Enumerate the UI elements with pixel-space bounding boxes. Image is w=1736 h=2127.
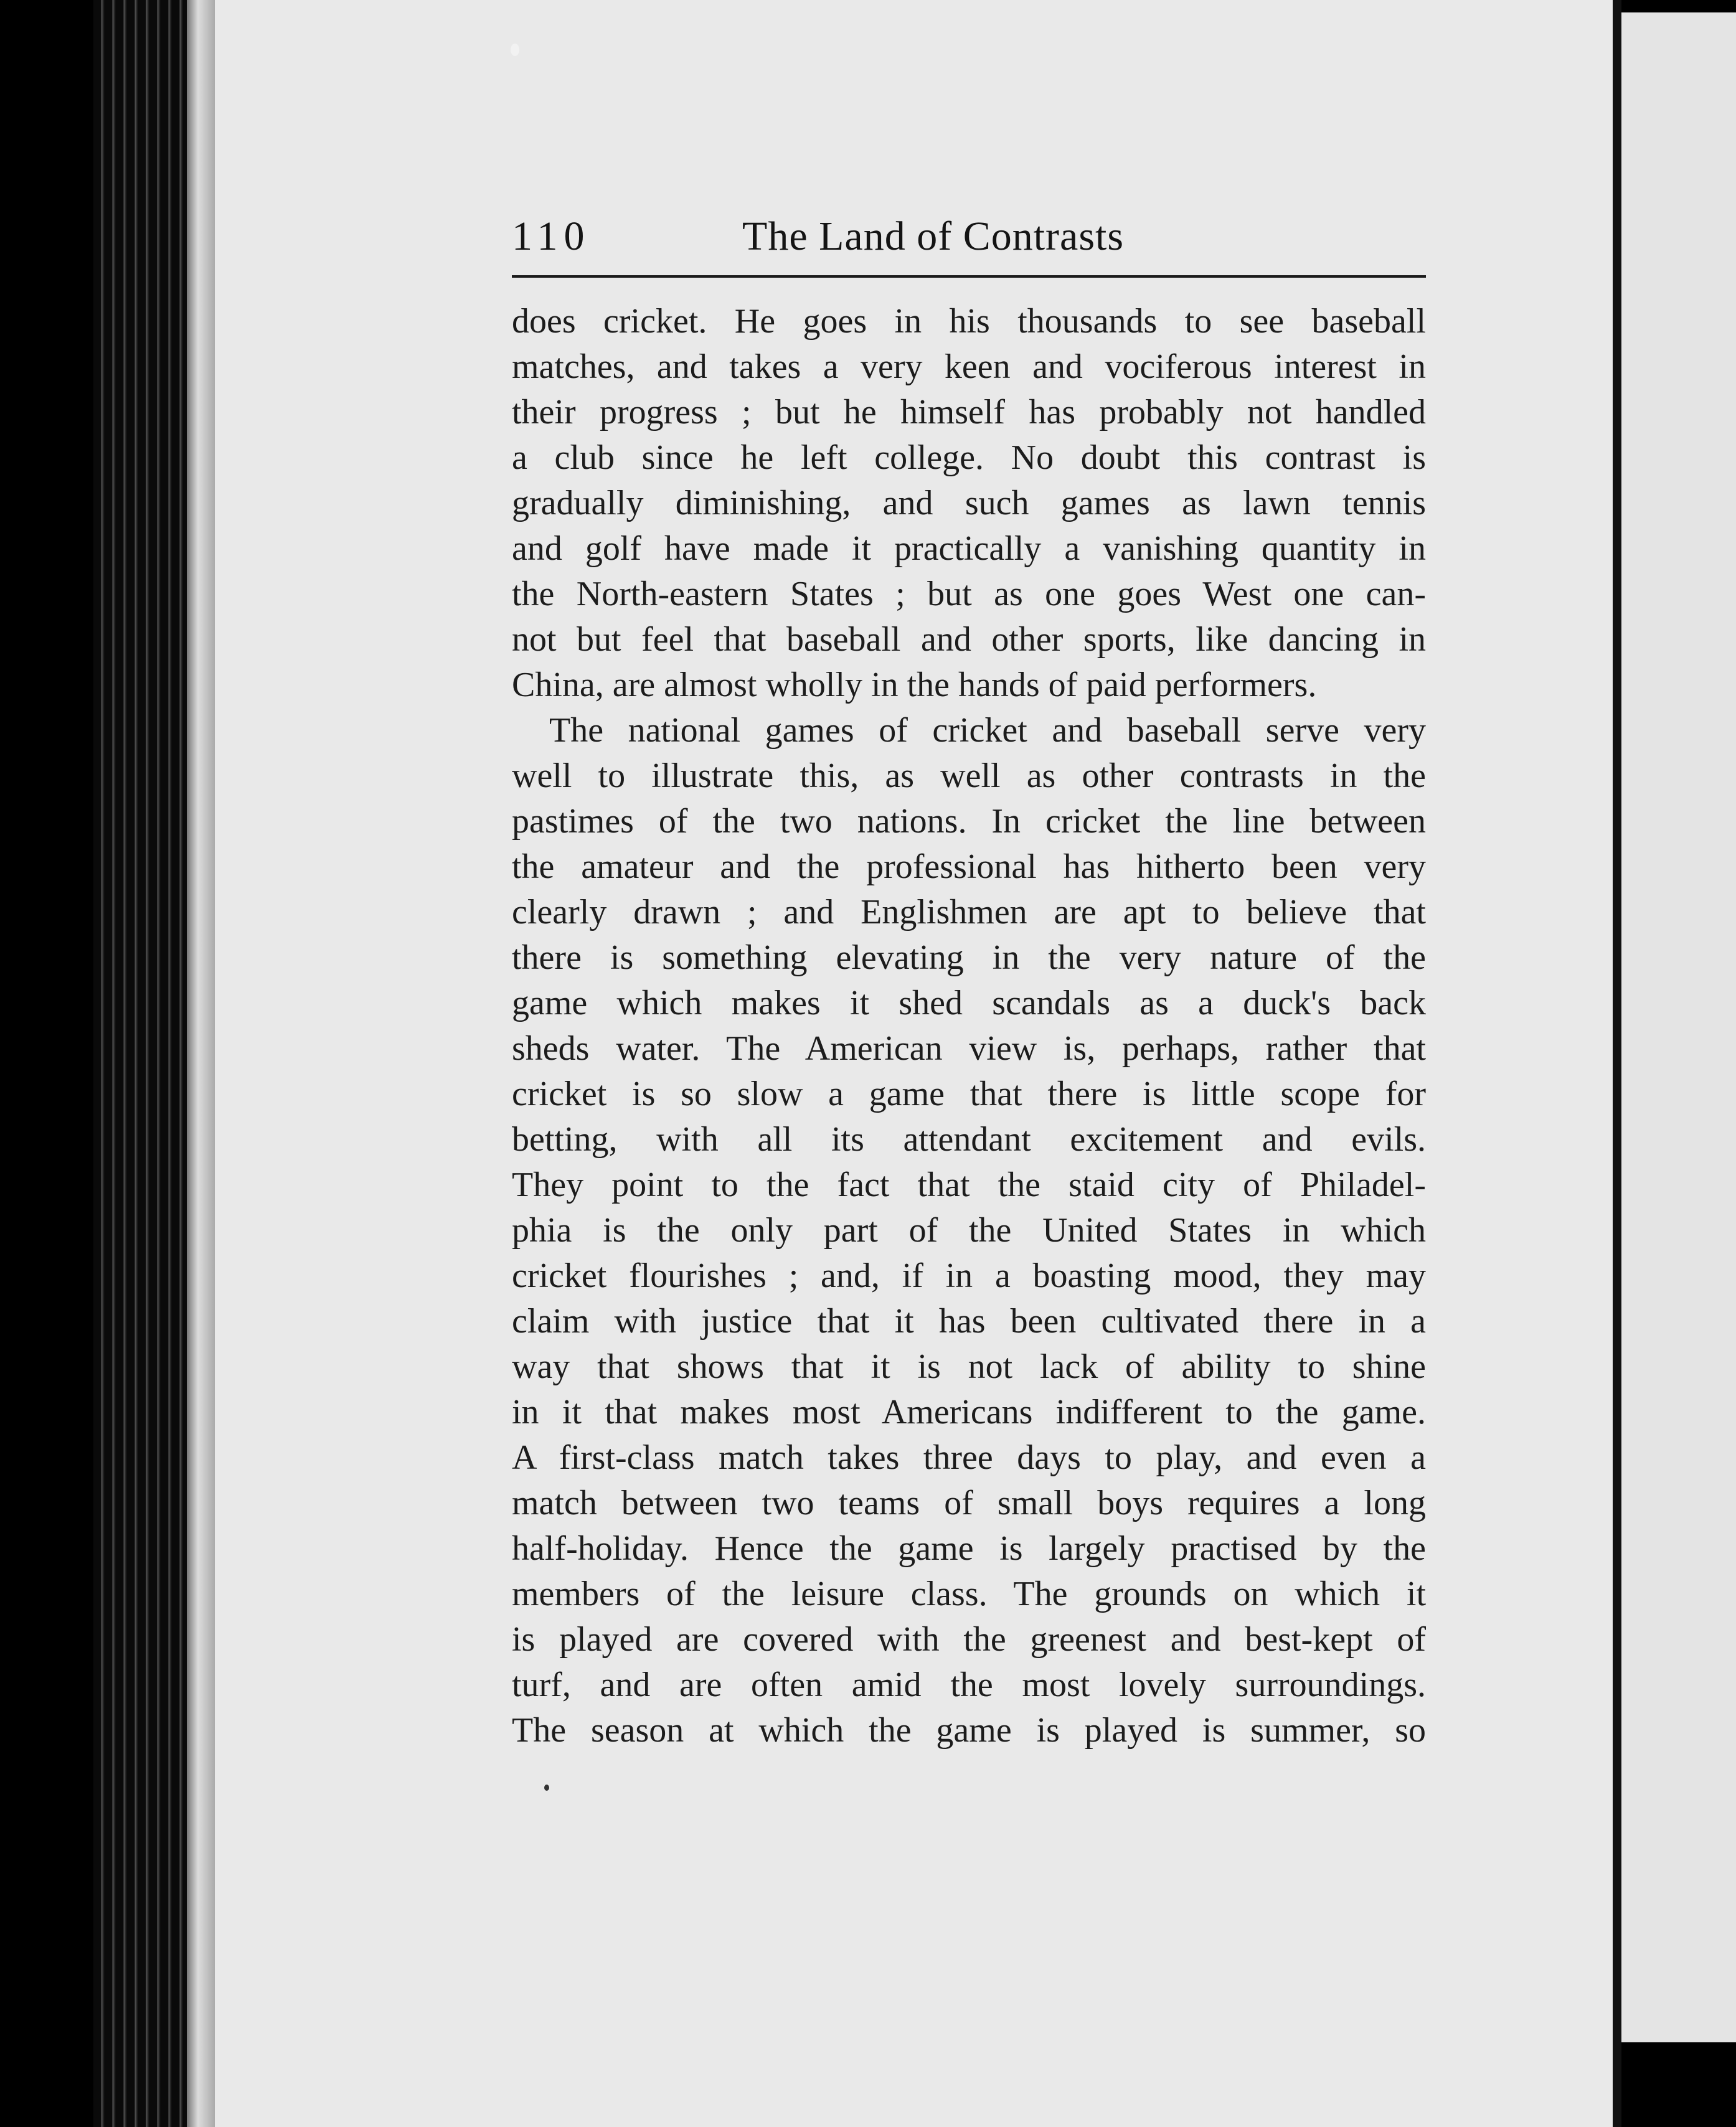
page-gutter <box>1613 0 1621 2127</box>
body-text <box>512 299 1426 1753</box>
text-line: well to illustrate this, as well as other contrasts in the <box>512 757 1426 795</box>
text-line: members of the leisure class. The grounds on which it <box>512 1575 1426 1613</box>
text-line: in it that makes most Americans indifferent to the game. <box>512 1393 1426 1431</box>
text-line: match between two teams of small boys requires a long <box>512 1484 1426 1522</box>
text-line: not but feel that baseball and other sports, like dancing in <box>512 620 1426 659</box>
page-header <box>512 205 1426 274</box>
header-rule <box>512 275 1426 278</box>
text-line: a club since he left college. No doubt this contrast is <box>512 438 1426 477</box>
text-line: phia is the only part of the United States in which <box>512 1211 1426 1250</box>
text-line: does cricket. He goes in his thousands to see baseball <box>512 302 1426 341</box>
text-line: the North-eastern States ; but as one goes West one can- <box>512 575 1426 613</box>
text-line: The national games of cricket and baseball serve very <box>549 711 1426 750</box>
text-line: way that shows that it is not lack of ability to shine <box>512 1347 1426 1386</box>
text-line: turf, and are often amid the most lovely surroundings. <box>512 1666 1426 1704</box>
text-line: A first-class match takes three days to play, and even a <box>512 1438 1426 1477</box>
text-line: China, are almost wholly in the hands of paid performers. <box>512 666 1317 704</box>
book-page-edges <box>0 0 224 2127</box>
text-line: the amateur and the professional has hitherto been very <box>512 847 1426 886</box>
text-line: betting, with all its attendant excitement and evils. <box>512 1120 1426 1159</box>
text-line: half-holiday. Hence the game is largely practised by the <box>512 1529 1426 1568</box>
text-line: and golf have made it practically a vanishing quantity in <box>512 529 1426 568</box>
text-line: clearly drawn ; and Englishmen are apt to believe that <box>512 893 1426 931</box>
text-line: claim with justice that it has been cultivated there in a <box>512 1302 1426 1341</box>
text-line: their progress ; but he himself has probably not handled <box>512 393 1426 432</box>
scan-speck <box>544 1785 549 1791</box>
text-line: is played are covered with the greenest and best-kept of <box>512 1620 1426 1659</box>
text-line: They point to the fact that the staid city of Philadel- <box>512 1166 1426 1204</box>
text-line: pastimes of the two nations. In cricket the line between <box>512 802 1426 841</box>
text-line: sheds water. The American view is, perhaps, rather that <box>512 1029 1426 1068</box>
text-line: gradually diminishing, and such games as lawn tennis <box>512 484 1426 522</box>
text-line: matches, and takes a very keen and vociferous interest in <box>512 347 1426 386</box>
page-number: 110 <box>512 214 591 259</box>
text-line: The season at which the game is played is summer, so <box>512 1711 1426 1750</box>
text-line: there is something elevating in the very nature of the <box>512 938 1426 977</box>
page-edge-highlight <box>187 0 215 2127</box>
scan-speck <box>511 44 519 56</box>
text-line: game which makes it shed scandals as a duck's back <box>512 984 1426 1022</box>
facing-page-edge <box>1621 12 1736 2042</box>
text-line: cricket is so slow a game that there is little scope for <box>512 1075 1426 1113</box>
running-title: The Land of Contrasts <box>742 214 1125 259</box>
text-line: cricket flourishes ; and, if in a boasting mood, they may <box>512 1257 1426 1295</box>
